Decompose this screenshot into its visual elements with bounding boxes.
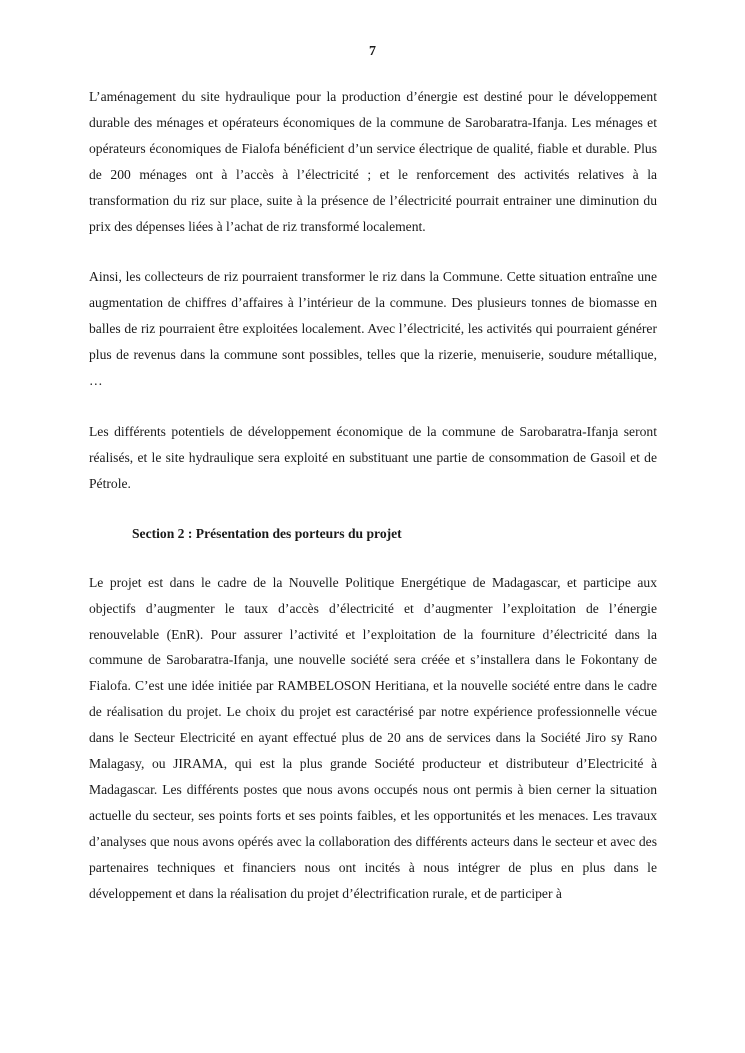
paragraph-collecteurs-riz: Ainsi, les collecteurs de riz pourraient transformer le riz dans la Commune. Cette situation entraîne une augmentation de chiffres d’affaires à l’intérieur de la commune. Des plusieurs tonnes de biomasse en balles de riz pourraient être exploitées localement. Avec l’électricité, les activités qui pourraient générer plus de revenus dans la commune sont possibles, telles que la rizerie, menuiserie, soudure métallique, … bbox=[89, 269, 657, 389]
paragraph-site-hydraulique: L’aménagement du site hydraulique pour la production d’énergie est destiné pour le développement durable des ménages et opérateurs économiques de la commune de Sarobaratra-Ifanja. Les ménages et opérateurs économiques de Fialofa bénéficient d’un service électrique de qualité, fiable et durable. Plus de 200 ménages ont à l’accès à l’électricité ; et le renforcement des activités relatives à la transformation du riz sur place, suite à la présence de l’électricité pourrait entrainer une diminution du prix des dépenses liées à l’achat de riz transformé localement. bbox=[89, 89, 657, 234]
paragraph-potentiels-developpement: Les différents potentiels de développement économique de la commune de Sarobaratra-Ifanja seront réalisés, et le site hydraulique sera exploité en substituant une partie de consommation de Gasoil et de Pétrole. bbox=[89, 423, 657, 491]
document-body bbox=[89, 84, 657, 906]
page-number: 7 bbox=[369, 44, 376, 59]
paragraph-porteurs-projet: Le projet est dans le cadre de la Nouvelle Politique Energétique de Madagascar, et participe aux objectifs d’augmenter le taux d’accès d’électricité et d’augmenter l’exploitation de l’énergie renouvelable (EnR). Pour assurer l’activité et l’exploitation de la fourniture d’électricité dans la commune de Sarobaratra-Ifanja, une nouvelle société sera créée et s’installera dans le Fokontany de Fialofa. C’est une idée initiée par RAMBELOSON Heritiana, et la nouvelle société entre dans le cadre de réalisation du projet. Le choix du projet est caractérisé par notre expérience professionnelle vécue dans le Secteur Electricité en ayant effectué plus de 20 ans de services dans la Société Jiro sy Rano Malagasy, ou JIRAMA, qui est la plus grande Société producteur et distributeur d’Electricité à Madagascar. Les différents postes que nous avons occupés nous ont permis à bien cerner la situation actuelle du secteur, ses points forts et ses points faibles, et les opportunités et les menaces. Les travaux d’analyses que nous avons opérés avec la collaboration des différents acteurs dans le secteur et avec des partenaires techniques et financiers nous ont incités à nous intégrer de plus en plus dans le développement et dans la réalisation du projet d’électrification rurale, et de participer à bbox=[89, 574, 657, 901]
section-heading: Section 2 : Présentation des porteurs du projet bbox=[132, 525, 402, 541]
